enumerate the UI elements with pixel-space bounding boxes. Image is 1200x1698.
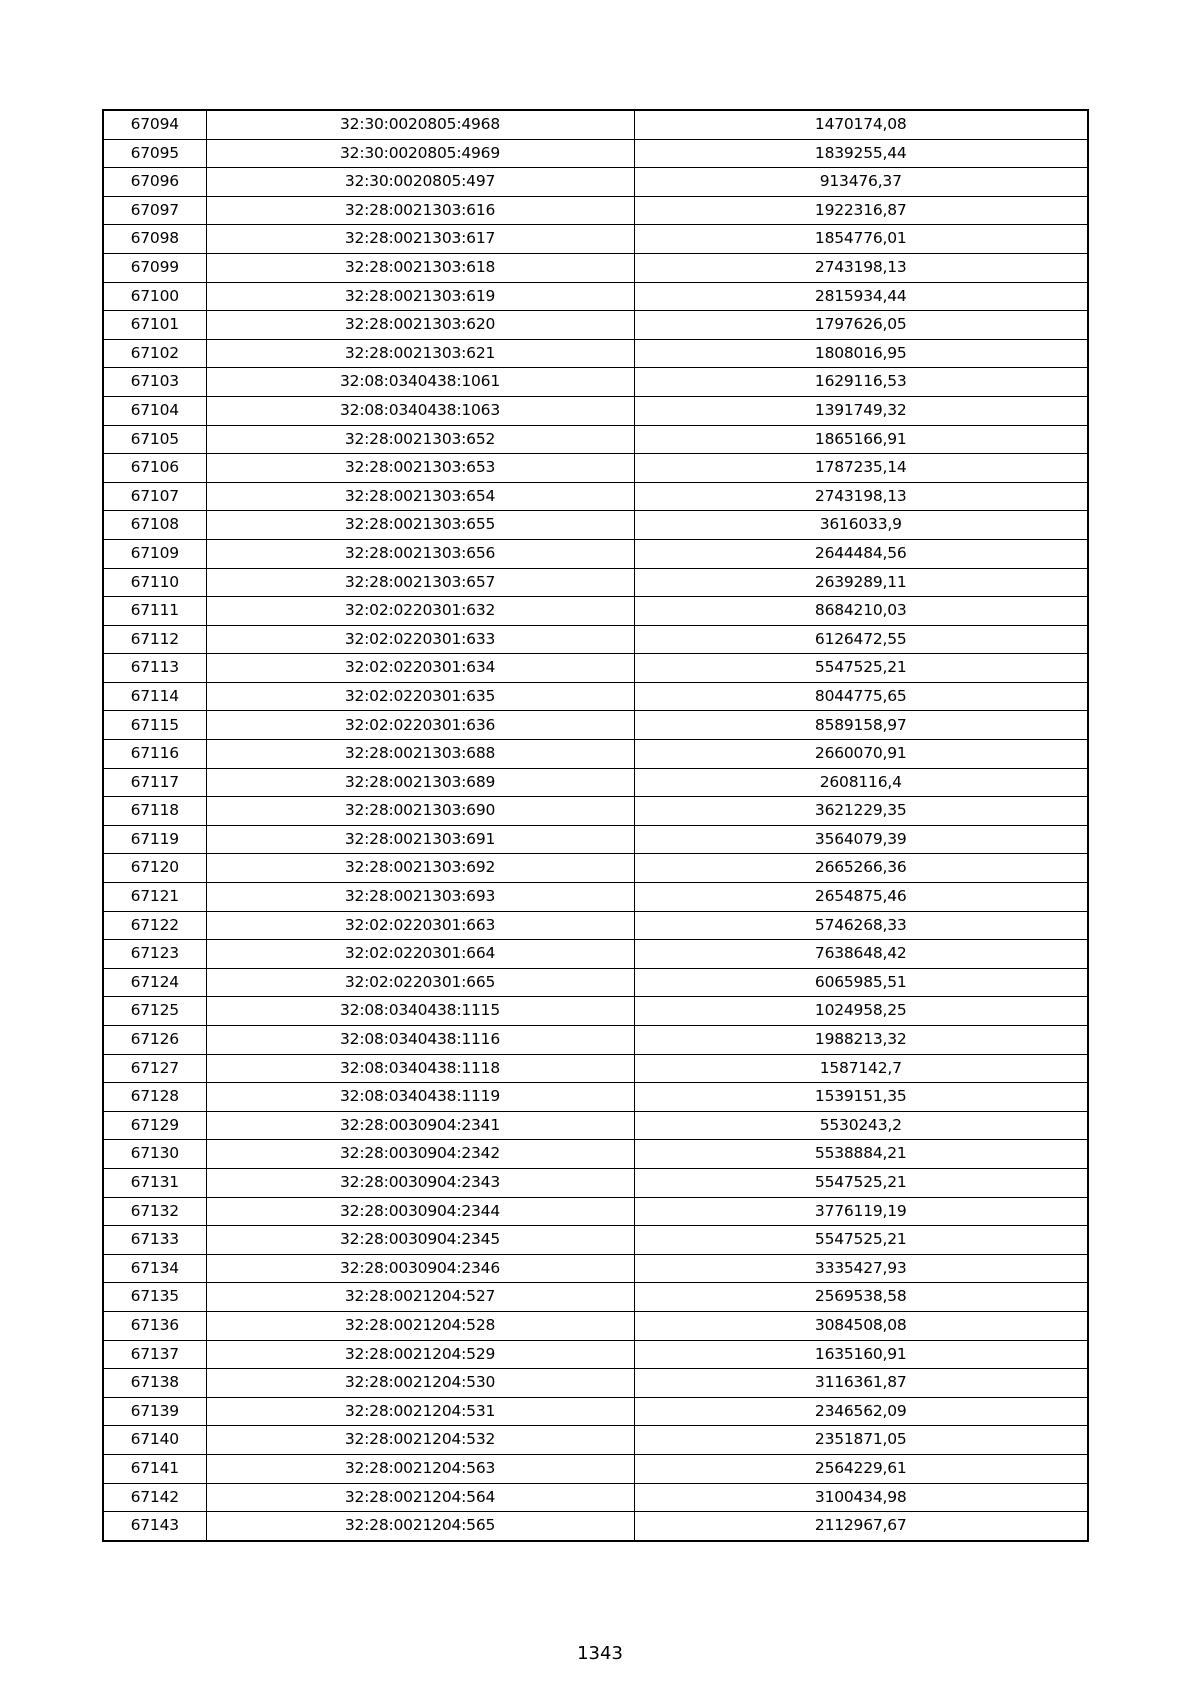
table-row	[103, 911, 1088, 940]
table-row	[103, 711, 1088, 740]
cadastral-value-cell: 2639289,11	[634, 568, 1088, 597]
row-number-cell: 67139	[103, 1397, 206, 1426]
cadastral-number-cell: 32:28:0021303:657	[206, 568, 634, 597]
row-number-cell: 67108	[103, 511, 206, 540]
row-number-cell: 67141	[103, 1454, 206, 1483]
cadastral-number-cell: 32:08:0340438:1118	[206, 1054, 634, 1083]
row-number-cell: 67142	[103, 1483, 206, 1512]
table-row	[103, 368, 1088, 397]
row-number-cell: 67110	[103, 568, 206, 597]
table-row	[103, 1026, 1088, 1055]
cadastral-number-cell: 32:28:0021303:654	[206, 482, 634, 511]
cadastral-number-cell: 32:02:0220301:632	[206, 597, 634, 626]
cadastral-number-cell: 32:28:0021204:527	[206, 1283, 634, 1312]
table-row	[103, 568, 1088, 597]
cadastral-value-cell: 1629116,53	[634, 368, 1088, 397]
cadastral-number-cell: 32:28:0030904:2343	[206, 1168, 634, 1197]
table-row	[103, 597, 1088, 626]
table-row	[103, 1197, 1088, 1226]
table-row	[103, 854, 1088, 883]
cadastral-value-cell: 3335427,93	[634, 1254, 1088, 1283]
row-number-cell: 67094	[103, 110, 206, 139]
cadastral-number-cell: 32:08:0340438:1061	[206, 368, 634, 397]
cadastral-value-cell: 5547525,21	[634, 654, 1088, 683]
table-row	[103, 768, 1088, 797]
table-row	[103, 511, 1088, 540]
cadastral-number-cell: 32:28:0021303:620	[206, 311, 634, 340]
table-row	[103, 654, 1088, 683]
cadastral-number-cell: 32:28:0021303:618	[206, 253, 634, 282]
cadastral-value-cell: 2351871,05	[634, 1426, 1088, 1455]
row-number-cell: 67138	[103, 1369, 206, 1398]
cadastral-value-cell: 3564079,39	[634, 825, 1088, 854]
row-number-cell: 67100	[103, 282, 206, 311]
cadastral-number-cell: 32:28:0021303:656	[206, 539, 634, 568]
row-number-cell: 67106	[103, 454, 206, 483]
row-number-cell: 67126	[103, 1026, 206, 1055]
page-number: 1343	[577, 1643, 623, 1664]
cadastral-value-table	[102, 109, 1089, 1542]
cadastral-value-cell: 2743198,13	[634, 253, 1088, 282]
row-number-cell: 67098	[103, 225, 206, 254]
row-number-cell: 67117	[103, 768, 206, 797]
row-number-cell: 67122	[103, 911, 206, 940]
row-number-cell: 67105	[103, 425, 206, 454]
cadastral-number-cell: 32:08:0340438:1119	[206, 1083, 634, 1112]
cadastral-value-cell: 1988213,32	[634, 1026, 1088, 1055]
row-number-cell: 67095	[103, 139, 206, 168]
row-number-cell: 67136	[103, 1311, 206, 1340]
cadastral-value-cell: 2665266,36	[634, 854, 1088, 883]
table-row	[103, 1168, 1088, 1197]
cadastral-number-cell: 32:02:0220301:635	[206, 682, 634, 711]
cadastral-value-cell: 3116361,87	[634, 1369, 1088, 1398]
cadastral-number-cell: 32:28:0021303:653	[206, 454, 634, 483]
cadastral-number-cell: 32:28:0021303:652	[206, 425, 634, 454]
cadastral-number-cell: 32:02:0220301:663	[206, 911, 634, 940]
table-row	[103, 1140, 1088, 1169]
row-number-cell: 67102	[103, 339, 206, 368]
table-row	[103, 1454, 1088, 1483]
cadastral-value-cell: 8044775,65	[634, 682, 1088, 711]
table-row	[103, 740, 1088, 769]
cadastral-value-cell: 1787235,14	[634, 454, 1088, 483]
row-number-cell: 67114	[103, 682, 206, 711]
row-number-cell: 67134	[103, 1254, 206, 1283]
cadastral-number-cell: 32:28:0021204:529	[206, 1340, 634, 1369]
table-row	[103, 425, 1088, 454]
row-number-cell: 67116	[103, 740, 206, 769]
row-number-cell: 67097	[103, 196, 206, 225]
cadastral-number-cell: 32:02:0220301:665	[206, 968, 634, 997]
table-row	[103, 253, 1088, 282]
table-row	[103, 797, 1088, 826]
table-row	[103, 454, 1088, 483]
cadastral-number-cell: 32:28:0030904:2344	[206, 1197, 634, 1226]
row-number-cell: 67135	[103, 1283, 206, 1312]
table-row	[103, 1426, 1088, 1455]
table-row	[103, 1226, 1088, 1255]
table-body	[103, 110, 1088, 1541]
cadastral-value-cell: 1539151,35	[634, 1083, 1088, 1112]
cadastral-value-cell: 913476,37	[634, 168, 1088, 197]
cadastral-number-cell: 32:30:0020805:497	[206, 168, 634, 197]
row-number-cell: 67103	[103, 368, 206, 397]
cadastral-number-cell: 32:28:0021303:692	[206, 854, 634, 883]
cadastral-number-cell: 32:08:0340438:1116	[206, 1026, 634, 1055]
cadastral-value-cell: 6065985,51	[634, 968, 1088, 997]
cadastral-value-cell: 2654875,46	[634, 883, 1088, 912]
table-row	[103, 1283, 1088, 1312]
cadastral-value-cell: 2569538,58	[634, 1283, 1088, 1312]
cadastral-number-cell: 32:28:0021204:563	[206, 1454, 634, 1483]
cadastral-value-cell: 2346562,09	[634, 1397, 1088, 1426]
cadastral-number-cell: 32:30:0020805:4969	[206, 139, 634, 168]
cadastral-value-cell: 1024958,25	[634, 997, 1088, 1026]
cadastral-value-cell: 2608116,4	[634, 768, 1088, 797]
table-row	[103, 997, 1088, 1026]
cadastral-number-cell: 32:02:0220301:634	[206, 654, 634, 683]
table-row	[103, 139, 1088, 168]
cadastral-value-cell: 1470174,08	[634, 110, 1088, 139]
row-number-cell: 67127	[103, 1054, 206, 1083]
cadastral-value-cell: 2644484,56	[634, 539, 1088, 568]
cadastral-number-cell: 32:08:0340438:1115	[206, 997, 634, 1026]
cadastral-number-cell: 32:28:0021303:655	[206, 511, 634, 540]
table-row	[103, 110, 1088, 139]
cadastral-value-cell: 3616033,9	[634, 511, 1088, 540]
cadastral-number-cell: 32:28:0021303:690	[206, 797, 634, 826]
table-row	[103, 883, 1088, 912]
row-number-cell: 67123	[103, 940, 206, 969]
table-row	[103, 539, 1088, 568]
cadastral-value-cell: 5538884,21	[634, 1140, 1088, 1169]
cadastral-number-cell: 32:28:0021204:565	[206, 1512, 634, 1541]
cadastral-number-cell: 32:28:0030904:2346	[206, 1254, 634, 1283]
row-number-cell: 67111	[103, 597, 206, 626]
table-row	[103, 1254, 1088, 1283]
row-number-cell: 67107	[103, 482, 206, 511]
cadastral-number-cell: 32:28:0021303:688	[206, 740, 634, 769]
cadastral-value-cell: 5746268,33	[634, 911, 1088, 940]
table-row	[103, 482, 1088, 511]
table-row	[103, 625, 1088, 654]
cadastral-value-cell: 5547525,21	[634, 1226, 1088, 1255]
cadastral-value-cell: 7638648,42	[634, 940, 1088, 969]
cadastral-number-cell: 32:28:0021303:689	[206, 768, 634, 797]
cadastral-number-cell: 32:28:0030904:2345	[206, 1226, 634, 1255]
table-row	[103, 225, 1088, 254]
table-row	[103, 968, 1088, 997]
table-row	[103, 339, 1088, 368]
cadastral-number-cell: 32:02:0220301:664	[206, 940, 634, 969]
table-row	[103, 1512, 1088, 1541]
cadastral-number-cell: 32:28:0021303:693	[206, 883, 634, 912]
cadastral-value-cell: 1808016,95	[634, 339, 1088, 368]
cadastral-number-cell: 32:28:0021303:619	[206, 282, 634, 311]
cadastral-value-cell: 1922316,87	[634, 196, 1088, 225]
row-number-cell: 67128	[103, 1083, 206, 1112]
row-number-cell: 67115	[103, 711, 206, 740]
cadastral-value-cell: 2660070,91	[634, 740, 1088, 769]
row-number-cell: 67125	[103, 997, 206, 1026]
table-row	[103, 1311, 1088, 1340]
row-number-cell: 67104	[103, 396, 206, 425]
cadastral-number-cell: 32:28:0021303:621	[206, 339, 634, 368]
row-number-cell: 67133	[103, 1226, 206, 1255]
table-row	[103, 196, 1088, 225]
table-row	[103, 1083, 1088, 1112]
row-number-cell: 67140	[103, 1426, 206, 1455]
cadastral-number-cell: 32:08:0340438:1063	[206, 396, 634, 425]
table-row	[103, 940, 1088, 969]
cadastral-value-cell: 3776119,19	[634, 1197, 1088, 1226]
row-number-cell: 67112	[103, 625, 206, 654]
cadastral-value-cell: 3084508,08	[634, 1311, 1088, 1340]
row-number-cell: 67101	[103, 311, 206, 340]
cadastral-value-cell: 2112967,67	[634, 1512, 1088, 1541]
cadastral-value-cell: 2815934,44	[634, 282, 1088, 311]
table-row	[103, 168, 1088, 197]
cadastral-value-cell: 6126472,55	[634, 625, 1088, 654]
cadastral-value-cell: 1839255,44	[634, 139, 1088, 168]
cadastral-number-cell: 32:28:0021303:691	[206, 825, 634, 854]
table-row	[103, 396, 1088, 425]
row-number-cell: 67129	[103, 1111, 206, 1140]
row-number-cell: 67143	[103, 1512, 206, 1541]
table-row	[103, 1054, 1088, 1083]
table-row	[103, 1369, 1088, 1398]
cadastral-number-cell: 32:28:0021204:531	[206, 1397, 634, 1426]
cadastral-number-cell: 32:28:0030904:2342	[206, 1140, 634, 1169]
cadastral-value-cell: 3100434,98	[634, 1483, 1088, 1512]
table-row	[103, 1340, 1088, 1369]
row-number-cell: 67132	[103, 1197, 206, 1226]
table-row	[103, 1397, 1088, 1426]
row-number-cell: 67096	[103, 168, 206, 197]
cadastral-value-cell: 1865166,91	[634, 425, 1088, 454]
cadastral-number-cell: 32:28:0021303:616	[206, 196, 634, 225]
cadastral-value-cell: 1854776,01	[634, 225, 1088, 254]
cadastral-value-cell: 1391749,32	[634, 396, 1088, 425]
row-number-cell: 67118	[103, 797, 206, 826]
row-number-cell: 67119	[103, 825, 206, 854]
row-number-cell: 67109	[103, 539, 206, 568]
cadastral-value-cell: 5547525,21	[634, 1168, 1088, 1197]
cadastral-value-cell: 8684210,03	[634, 597, 1088, 626]
cadastral-number-cell: 32:28:0021204:528	[206, 1311, 634, 1340]
cadastral-value-cell: 8589158,97	[634, 711, 1088, 740]
cadastral-value-cell: 2564229,61	[634, 1454, 1088, 1483]
table-row	[103, 682, 1088, 711]
cadastral-value-cell: 2743198,13	[634, 482, 1088, 511]
table-row	[103, 1111, 1088, 1140]
row-number-cell: 67099	[103, 253, 206, 282]
table-row	[103, 282, 1088, 311]
row-number-cell: 67120	[103, 854, 206, 883]
table-row	[103, 1483, 1088, 1512]
row-number-cell: 67137	[103, 1340, 206, 1369]
cadastral-value-cell: 1797626,05	[634, 311, 1088, 340]
row-number-cell: 67124	[103, 968, 206, 997]
row-number-cell: 67130	[103, 1140, 206, 1169]
cadastral-number-cell: 32:28:0021303:617	[206, 225, 634, 254]
cadastral-value-cell: 5530243,2	[634, 1111, 1088, 1140]
cadastral-number-cell: 32:28:0021204:530	[206, 1369, 634, 1398]
table-row	[103, 825, 1088, 854]
row-number-cell: 67131	[103, 1168, 206, 1197]
row-number-cell: 67113	[103, 654, 206, 683]
cadastral-number-cell: 32:28:0030904:2341	[206, 1111, 634, 1140]
cadastral-number-cell: 32:02:0220301:636	[206, 711, 634, 740]
cadastral-number-cell: 32:28:0021204:532	[206, 1426, 634, 1455]
table-row	[103, 311, 1088, 340]
cadastral-number-cell: 32:02:0220301:633	[206, 625, 634, 654]
row-number-cell: 67121	[103, 883, 206, 912]
cadastral-value-cell: 1635160,91	[634, 1340, 1088, 1369]
cadastral-number-cell: 32:30:0020805:4968	[206, 110, 634, 139]
cadastral-number-cell: 32:28:0021204:564	[206, 1483, 634, 1512]
cadastral-value-cell: 3621229,35	[634, 797, 1088, 826]
cadastral-value-cell: 1587142,7	[634, 1054, 1088, 1083]
